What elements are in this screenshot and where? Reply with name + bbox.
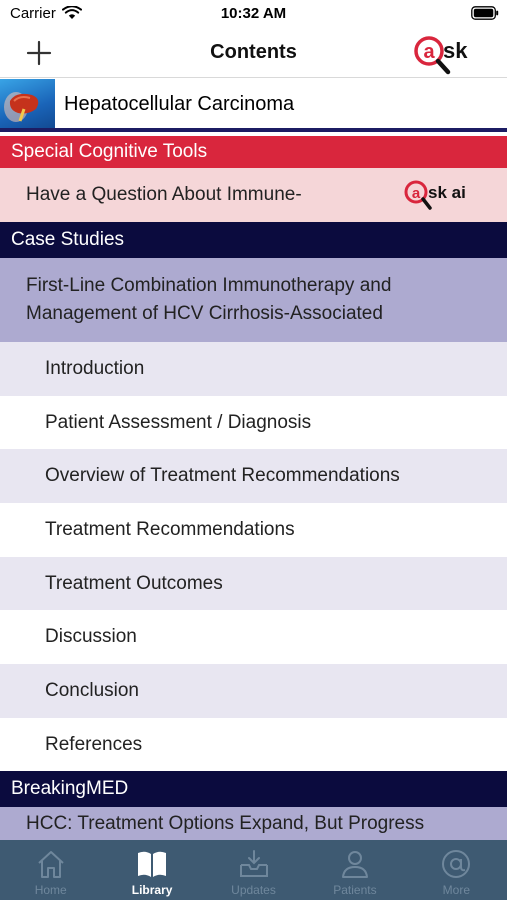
tab-library[interactable] — [101, 840, 202, 900]
page-title: Contents — [210, 41, 297, 63]
book-icon — [135, 848, 169, 880]
navigation-bar — [0, 28, 507, 78]
tab-more[interactable] — [406, 840, 507, 900]
carrier-label: Carrier — [10, 5, 56, 22]
section-header-case-studies: Case Studies — [0, 222, 507, 258]
table-of-contents-list — [0, 342, 507, 772]
toc-item-introduction[interactable]: Introduction — [0, 342, 507, 396]
home-icon — [34, 848, 68, 880]
tab-patients[interactable] — [304, 840, 405, 900]
toc-item-discussion[interactable]: Discussion — [0, 610, 507, 664]
person-icon — [338, 848, 372, 880]
news-item-row[interactable]: HCC: Treatment Options Expand, But Progress — [0, 807, 507, 840]
toc-item-treatment-recommendations[interactable]: Treatment Recommendations — [0, 503, 507, 557]
tab-updates-label: Updates — [231, 883, 276, 897]
tab-library-label: Library — [131, 883, 173, 897]
tab-home-label: Home — [34, 883, 67, 897]
ask-ai-icon[interactable] — [402, 176, 480, 214]
ask-ai-text: sk ai — [428, 183, 466, 202]
section-header-breakingmed: BreakingMED — [0, 771, 507, 807]
case-study-title-line-1: First-Line Combination Immunotherapy and — [26, 275, 392, 296]
tab-updates[interactable] — [203, 840, 304, 900]
tab-home[interactable] — [0, 840, 101, 900]
toc-item-patient-assessment[interactable]: Patient Assessment / Diagnosis — [0, 396, 507, 450]
status-time: 10:32 AM — [220, 5, 287, 22]
inbox-download-icon — [237, 848, 271, 880]
book-header[interactable] — [0, 79, 507, 132]
svg-text:a: a — [423, 41, 435, 63]
status-bar — [0, 0, 507, 28]
book-cover-image — [0, 79, 55, 128]
tab-patients-label: Patients — [333, 883, 377, 897]
svg-text:a: a — [411, 185, 421, 202]
tab-more-label: More — [442, 883, 470, 897]
case-study-title-row[interactable] — [0, 258, 507, 342]
toc-item-conclusion[interactable]: Conclusion — [0, 664, 507, 718]
liver-icon — [0, 79, 55, 128]
book-title: Hepatocellular Carcinoma — [64, 93, 295, 115]
toc-item-overview-treatment[interactable]: Overview of Treatment Recommendations — [0, 449, 507, 503]
ask-logo-text: sk — [443, 38, 468, 63]
toc-item-references[interactable]: References — [0, 718, 507, 772]
battery-icon — [471, 6, 499, 20]
at-sign-icon — [439, 848, 473, 880]
ask-question-label: Have a Question About Immune- — [26, 184, 302, 205]
tab-bar — [0, 840, 507, 900]
add-button[interactable] — [24, 38, 54, 68]
case-study-title-line-2: Management of HCV Cirrhosis-Associated — [26, 303, 383, 324]
ask-logo-button[interactable] — [410, 30, 490, 76]
toc-item-treatment-outcomes[interactable]: Treatment Outcomes — [0, 557, 507, 611]
section-header-special-tools: Special Cognitive Tools — [0, 136, 507, 168]
